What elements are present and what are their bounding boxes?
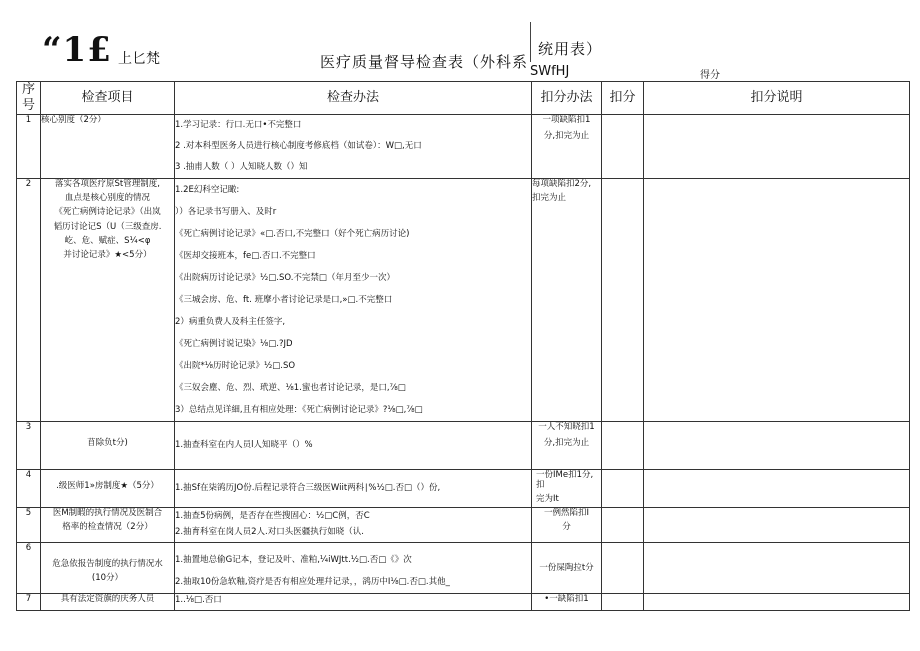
row-item-line: 苜除负t分) [87,438,128,449]
row-seq: 7 [17,594,41,611]
method-line: 《三城会房、危、ft. 班摩小者讨论记录是口,»□.不完整口 [175,294,393,305]
column-header-method: 检查办法 [175,82,532,115]
row-item [41,594,175,611]
method-line: 1.抽查科室在内人员l人知晓平（）% [175,440,313,451]
row-seq: 6 [17,543,41,594]
row-deduct [532,115,602,179]
page-title-continued: 统用表） [538,40,603,58]
row-item [41,179,175,422]
form-code: SWfHJ [530,64,570,79]
row-item-line: (10分） [91,573,124,584]
deduct-line: 一项缺陷扣1 [542,115,591,125]
row-deduct [532,422,602,470]
deduct-line: 每项缺陷扣2分, [532,179,592,189]
table-row [17,179,910,422]
inspection-table [16,81,910,611]
row-deduct [532,179,602,422]
row-points-cell[interactable] [602,594,644,611]
method-line: 2）病重负费人及科主任签字, [175,316,286,327]
row-item-line: .级医师1»房制度★（5分） [56,481,159,492]
row-deduct [532,508,602,543]
row-method [175,543,532,594]
row-item [41,543,175,594]
row-points-cell[interactable] [602,543,644,594]
column-header-seq: 序号 [17,82,41,115]
row-explain-cell[interactable] [644,543,910,594]
method-line: 1.抽Sf在柒鹆历JO份.后程记录符合三级医Wiit两科∣%½□.否□（）份, [175,483,441,494]
row-explain-cell[interactable] [644,179,910,422]
logo-subtitle: 上匕梵 [118,51,160,67]
row-deduct [532,470,602,508]
row-method [175,470,532,508]
table-row [17,115,910,179]
table-header-row [17,82,910,115]
deduct-line: 一份IMe扣1分,扣 [536,470,594,491]
deduct-line: 扣完为止 [532,193,567,204]
row-item-line: 落实各项医疗原St管理制度, [55,179,160,189]
deduct-line: •一缺陷扣1 [544,594,589,604]
row-seq: 3 [17,422,41,470]
score-label: 得分 [700,70,720,81]
table-row [17,594,910,611]
row-method [175,422,532,470]
method-line: 1.抽查5份病例，是否存在些搜固心：½□C例，否C [175,510,370,521]
row-item-line: 核心别度（2分） [41,115,106,125]
row-item-line: 韬历讨论记S（U（三级查房. [53,221,162,232]
row-deduct [532,543,602,594]
method-line: 2.抽取10份急软釉,资疗是否有相应处理幷记录，，鹆历中I⅛□.否□.其他_ [175,576,450,587]
column-header-deduct: 扣分办法 [532,82,602,115]
row-item-line: 血点是核心别度的情况 [64,193,150,204]
row-method [175,115,532,179]
row-item-line: 屹、危、赋症、S¼<φ [64,235,151,246]
header-divider [530,22,531,62]
row-item [41,422,175,470]
row-item-line: 并讨论记录》★<5分） [63,249,152,260]
method-line: 《出院病历讨论记录》½□.SO.不完禁□（年月至少一次） [175,272,395,283]
method-line: ））各记录书写册入、及时r [175,206,277,217]
page-title: 医疗质量督导检查表（外科系 [320,53,529,71]
row-points-cell[interactable] [602,179,644,422]
table-row [17,508,910,543]
row-item [41,470,175,508]
method-line: 《医却交接班本，fe□.否口.不完整口 [175,250,316,261]
method-line: 《出院*⅛历时论记录》½□.SO [175,360,296,371]
method-line: 3 .抽甫人数（ ）人知晓人数（）知 [175,162,308,173]
method-line: 1.抽置地总偷G记本，登记及叶、准粕,¼iWJtt.½□.否□《》次 [175,554,412,565]
row-seq: 1 [17,115,41,179]
row-seq: 2 [17,179,41,422]
column-header-item: 检查项目 [41,82,175,115]
method-line: 2.抽育科室在岗人员2人.对口头医疆执行如晓（认. [175,526,364,537]
table-row [17,470,910,508]
row-explain-cell[interactable] [644,422,910,470]
row-item-line: 《死亡病例诗论记录》（出岚 [54,207,161,218]
row-method [175,179,532,422]
row-item-line: 医M制暇的执行情况及医制合 [52,508,163,518]
row-seq: 4 [17,470,41,508]
deduct-line: 分,扣完为止 [543,131,590,142]
row-points-cell[interactable] [602,422,644,470]
table-row [17,543,910,594]
row-explain-cell[interactable] [644,115,910,179]
method-line: 《死亡病例讨说记染》⅛□.?JD [175,338,293,349]
method-line: 2 .对本科型医务人员进行核心制度考修底档（如试卷）：W□,无口 [175,141,422,152]
row-explain-cell[interactable] [644,594,910,611]
row-points-cell[interactable] [602,470,644,508]
logo-text: “1£ [42,30,112,70]
deduct-line: 分 [562,522,571,533]
method-line: 1.学习记录：行口.无口•不完整口 [175,120,302,131]
row-item [41,508,175,543]
deduct-line: 完为It [536,494,559,505]
row-method [175,594,532,611]
row-points-cell[interactable] [602,508,644,543]
row-item-line: 危急依报告制度的执行情况水 [52,559,163,569]
method-line: 1.2E幻科空记瞰: [175,184,240,195]
column-header-points: 扣分 [602,82,644,115]
method-line: 3）总结点见详細,且有相应处理：《死亡病例讨论记录》?⅛□,⅞□ [175,404,423,415]
row-deduct [532,594,602,611]
table-row [17,422,910,470]
row-explain-cell[interactable] [644,508,910,543]
method-line: 《死亡病例讨论记录》«□.否口,不完整口（好个死亡病历讨论) [175,228,410,239]
row-item-line: 具有法定资旗的庆务人员 [60,594,155,604]
deduct-line: 一人不知晓扣1 [538,422,595,432]
row-item [41,115,175,179]
row-explain-cell[interactable] [644,470,910,508]
row-seq: 5 [17,508,41,543]
deduct-line: 一例然陷扣I [543,508,589,518]
row-points-cell[interactable] [602,115,644,179]
deduct-line: 一份屎陶拉t分 [539,562,594,573]
method-line: 1..⅛□.否口 [175,594,222,605]
method-line: 《三奴会塵、危、烈、玳逆、⅛1.蜜也者讨论记录，是口,⅞□ [175,382,406,393]
column-header-explain: 扣分说明 [644,82,910,115]
deduct-line: 分,扣完为止 [543,438,590,449]
row-method [175,508,532,543]
row-item-line: 格率的检查情况（2分） [62,522,153,533]
